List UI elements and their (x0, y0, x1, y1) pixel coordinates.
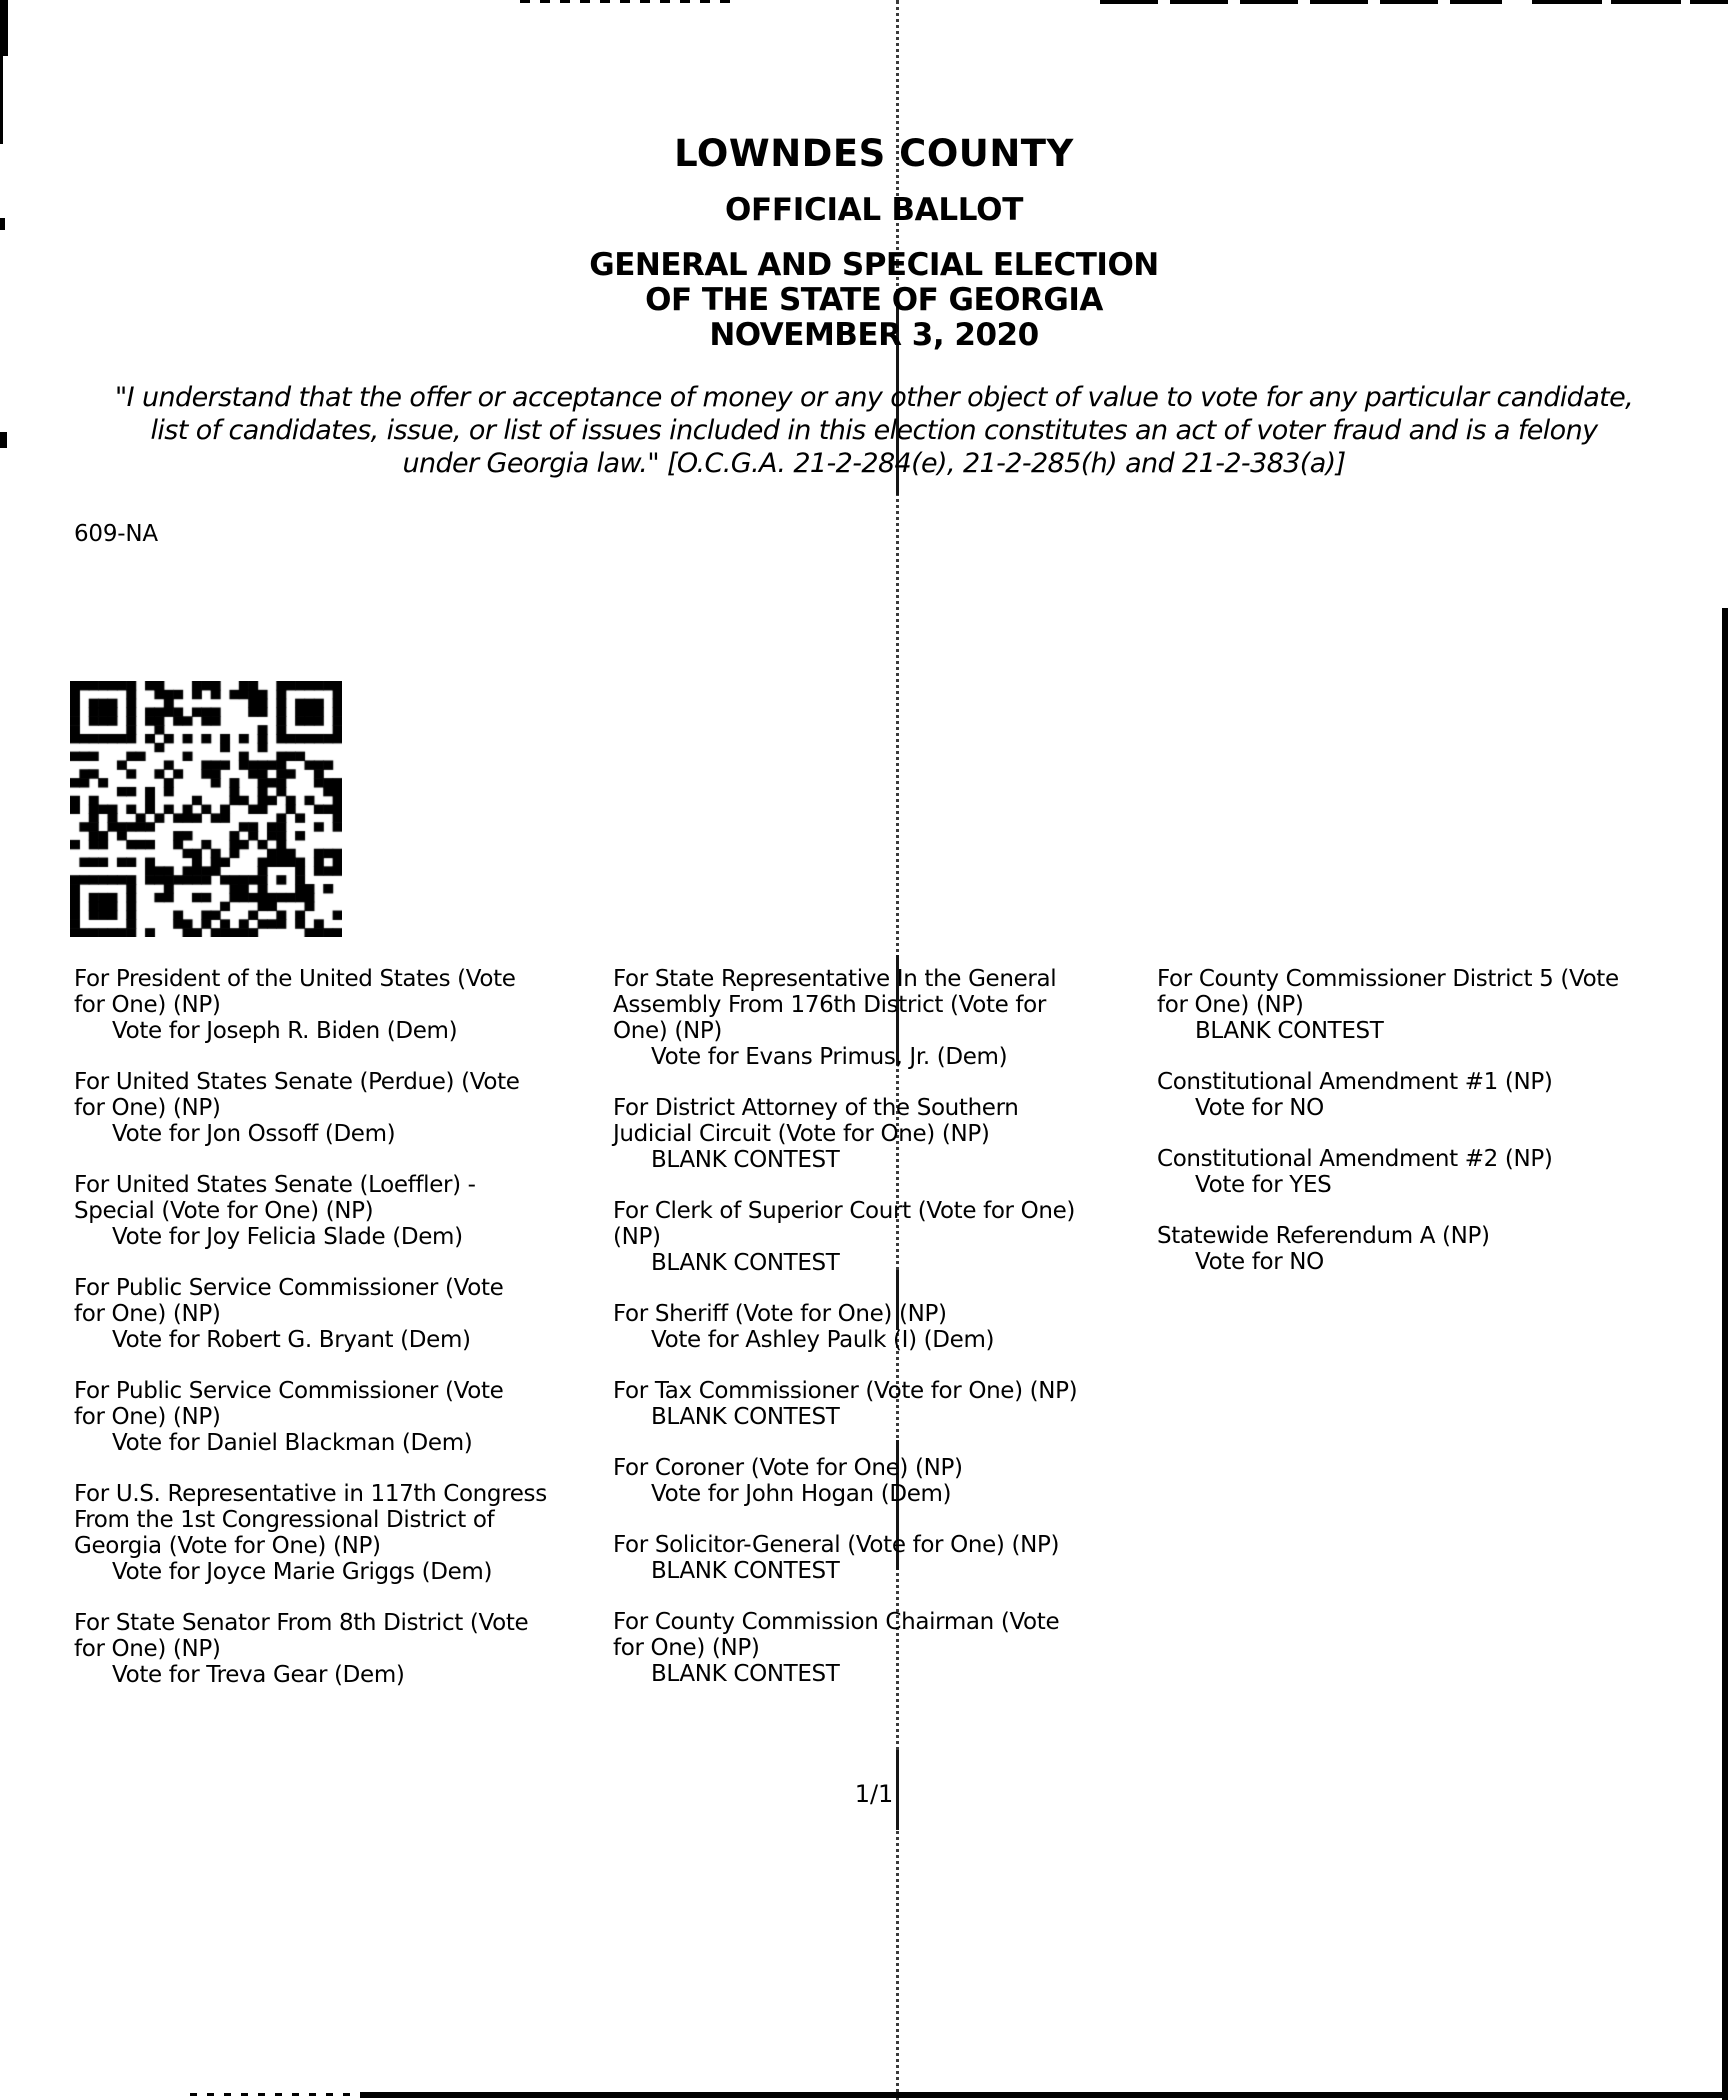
contest-heading-line: From the 1st Congressional District of (74, 1507, 495, 1533)
contest-block (74, 1610, 634, 1688)
contest-heading-line: Georgia (Vote for One) (NP) (74, 1533, 381, 1559)
scan-edge-mark (0, 432, 7, 448)
page-title-county: LOWNDES COUNTY (674, 132, 1074, 175)
contest-block (74, 1069, 634, 1147)
contest-heading-line: for One) (NP) (74, 1301, 221, 1327)
contest-result: Vote for NO (1195, 1095, 1324, 1121)
contest-column-1 (74, 966, 634, 1713)
contest-block (1157, 1223, 1728, 1275)
scan-edge-dashes (1532, 0, 1728, 4)
contest-block (74, 1378, 634, 1456)
contest-heading-line: For Coroner (Vote for One) (NP) (613, 1455, 963, 1481)
contest-heading-line: For Public Service Commissioner (Vote (74, 1275, 504, 1301)
election-title-line2: OF THE STATE OF GEORGIA (645, 282, 1103, 318)
page-number: 1/1 (854, 1780, 894, 1808)
contest-result: Vote for Ashley Paulk (I) (Dem) (651, 1327, 995, 1353)
contest-column-3 (1157, 966, 1728, 1300)
contest-heading-line: For County Commission Chairman (Vote (613, 1609, 1060, 1635)
contest-heading-line: for One) (NP) (613, 1635, 760, 1661)
contest-heading-line: For District Attorney of the Southern (613, 1095, 1019, 1121)
contest-block (74, 966, 634, 1044)
contest-heading-line: Constitutional Amendment #2 (NP) (1157, 1146, 1553, 1172)
contest-heading-line: for One) (NP) (74, 992, 221, 1018)
contest-result: BLANK CONTEST (651, 1661, 840, 1687)
contest-heading-line: For State Representative In the General (613, 966, 1057, 992)
contest-result: BLANK CONTEST (651, 1404, 840, 1430)
contest-result: Vote for Evans Primus, Jr. (Dem) (651, 1044, 1008, 1070)
contest-result: BLANK CONTEST (651, 1147, 840, 1173)
contest-heading-line: For United States Senate (Loeffler) - (74, 1172, 476, 1198)
contest-heading-line: for One) (NP) (1157, 992, 1304, 1018)
scan-edge-mark (0, 218, 5, 230)
contest-block (613, 1378, 1173, 1430)
contest-result: Vote for Treva Gear (Dem) (112, 1662, 405, 1688)
election-date: NOVEMBER 3, 2020 (709, 317, 1039, 353)
contest-block (1157, 1146, 1728, 1198)
contest-block (613, 1532, 1173, 1584)
contest-result: Vote for John Hogan (Dem) (651, 1481, 952, 1507)
contest-block (74, 1275, 634, 1353)
fraud-disclaimer-line2: list of candidates, issue, or list of issues included in this election constitutes an act of voter fraud and is a felony (150, 415, 1598, 446)
contest-column-2 (613, 966, 1173, 1712)
contest-heading-line: For United States Senate (Perdue) (Vote (74, 1069, 520, 1095)
contest-result: Vote for Daniel Blackman (Dem) (112, 1430, 473, 1456)
contest-heading-line: One) (NP) (613, 1018, 722, 1044)
ballot-style-code: 609-NA (74, 521, 158, 547)
scan-edge-mark (0, 50, 3, 144)
contest-heading-line: For State Senator From 8th District (Vote (74, 1610, 529, 1636)
qr-code (70, 681, 342, 937)
contest-result: Vote for Jon Ossoff (Dem) (112, 1121, 396, 1147)
contest-heading-line: Constitutional Amendment #1 (NP) (1157, 1069, 1553, 1095)
contest-result: BLANK CONTEST (651, 1250, 840, 1276)
contest-heading-line: Assembly From 176th District (Vote for (613, 992, 1046, 1018)
contest-block (74, 1481, 634, 1585)
contest-heading-line: for One) (NP) (74, 1095, 221, 1121)
election-title-line1: GENERAL AND SPECIAL ELECTION (589, 247, 1159, 283)
contest-block (1157, 1069, 1728, 1121)
scan-edge-mark (0, 0, 8, 56)
contest-heading-line: For Solicitor-General (Vote for One) (NP) (613, 1532, 1060, 1558)
contest-result: BLANK CONTEST (1195, 1018, 1384, 1044)
contest-result: Vote for YES (1195, 1172, 1332, 1198)
contest-heading-line: For Public Service Commissioner (Vote (74, 1378, 504, 1404)
contest-heading-line: Special (Vote for One) (NP) (74, 1198, 374, 1224)
contest-heading-line: for One) (NP) (74, 1636, 221, 1662)
scan-edge-dashes (520, 0, 732, 3)
scan-edge-dashes (190, 2093, 360, 2096)
contest-result: Vote for NO (1195, 1249, 1324, 1275)
contest-block (613, 1609, 1173, 1687)
contest-heading-line: Statewide Referendum A (NP) (1157, 1223, 1490, 1249)
fraud-disclaimer (10, 381, 1728, 480)
contest-heading-line: Judicial Circuit (Vote for One) (NP) (613, 1121, 990, 1147)
fraud-disclaimer-line3: under Georgia law." [O.C.G.A. 21-2-284(e), 21-2-285(h) and 21-2-383(a)] (402, 448, 1346, 479)
page-title-official-ballot: OFFICIAL BALLOT (724, 192, 1024, 228)
scan-edge-mark (360, 2092, 1728, 2098)
scan-edge-mark (1722, 608, 1728, 2100)
contest-heading-line: For Clerk of Superior Court (Vote for One) (613, 1198, 1076, 1224)
contest-block (613, 1198, 1173, 1276)
contest-block (613, 966, 1173, 1070)
contest-block (613, 1455, 1173, 1507)
contest-heading-line: For Sheriff (Vote for One) (NP) (613, 1301, 947, 1327)
scan-edge-dashes (1100, 0, 1502, 4)
contest-block (613, 1301, 1173, 1353)
contest-result: Vote for Joseph R. Biden (Dem) (112, 1018, 458, 1044)
contest-block (74, 1172, 634, 1250)
contest-heading-line: For U.S. Representative in 117th Congress (74, 1481, 547, 1507)
contest-heading-line: For Tax Commissioner (Vote for One) (NP) (613, 1378, 1078, 1404)
contest-result: Vote for Robert G. Bryant (Dem) (112, 1327, 471, 1353)
contest-heading-line: (NP) (613, 1224, 661, 1250)
contest-heading-line: for One) (NP) (74, 1404, 221, 1430)
contest-result: Vote for Joy Felicia Slade (Dem) (112, 1224, 463, 1250)
fraud-disclaimer-line1: "I understand that the offer or acceptance of money or any other object of value to vote for any particular candidate, (114, 382, 1634, 413)
contest-block (613, 1095, 1173, 1173)
contest-result: Vote for Joyce Marie Griggs (Dem) (112, 1559, 493, 1585)
contest-heading-line: For County Commissioner District 5 (Vote (1157, 966, 1619, 992)
contest-block (1157, 966, 1728, 1044)
contest-result: BLANK CONTEST (651, 1558, 840, 1584)
contest-heading-line: For President of the United States (Vote (74, 966, 516, 992)
